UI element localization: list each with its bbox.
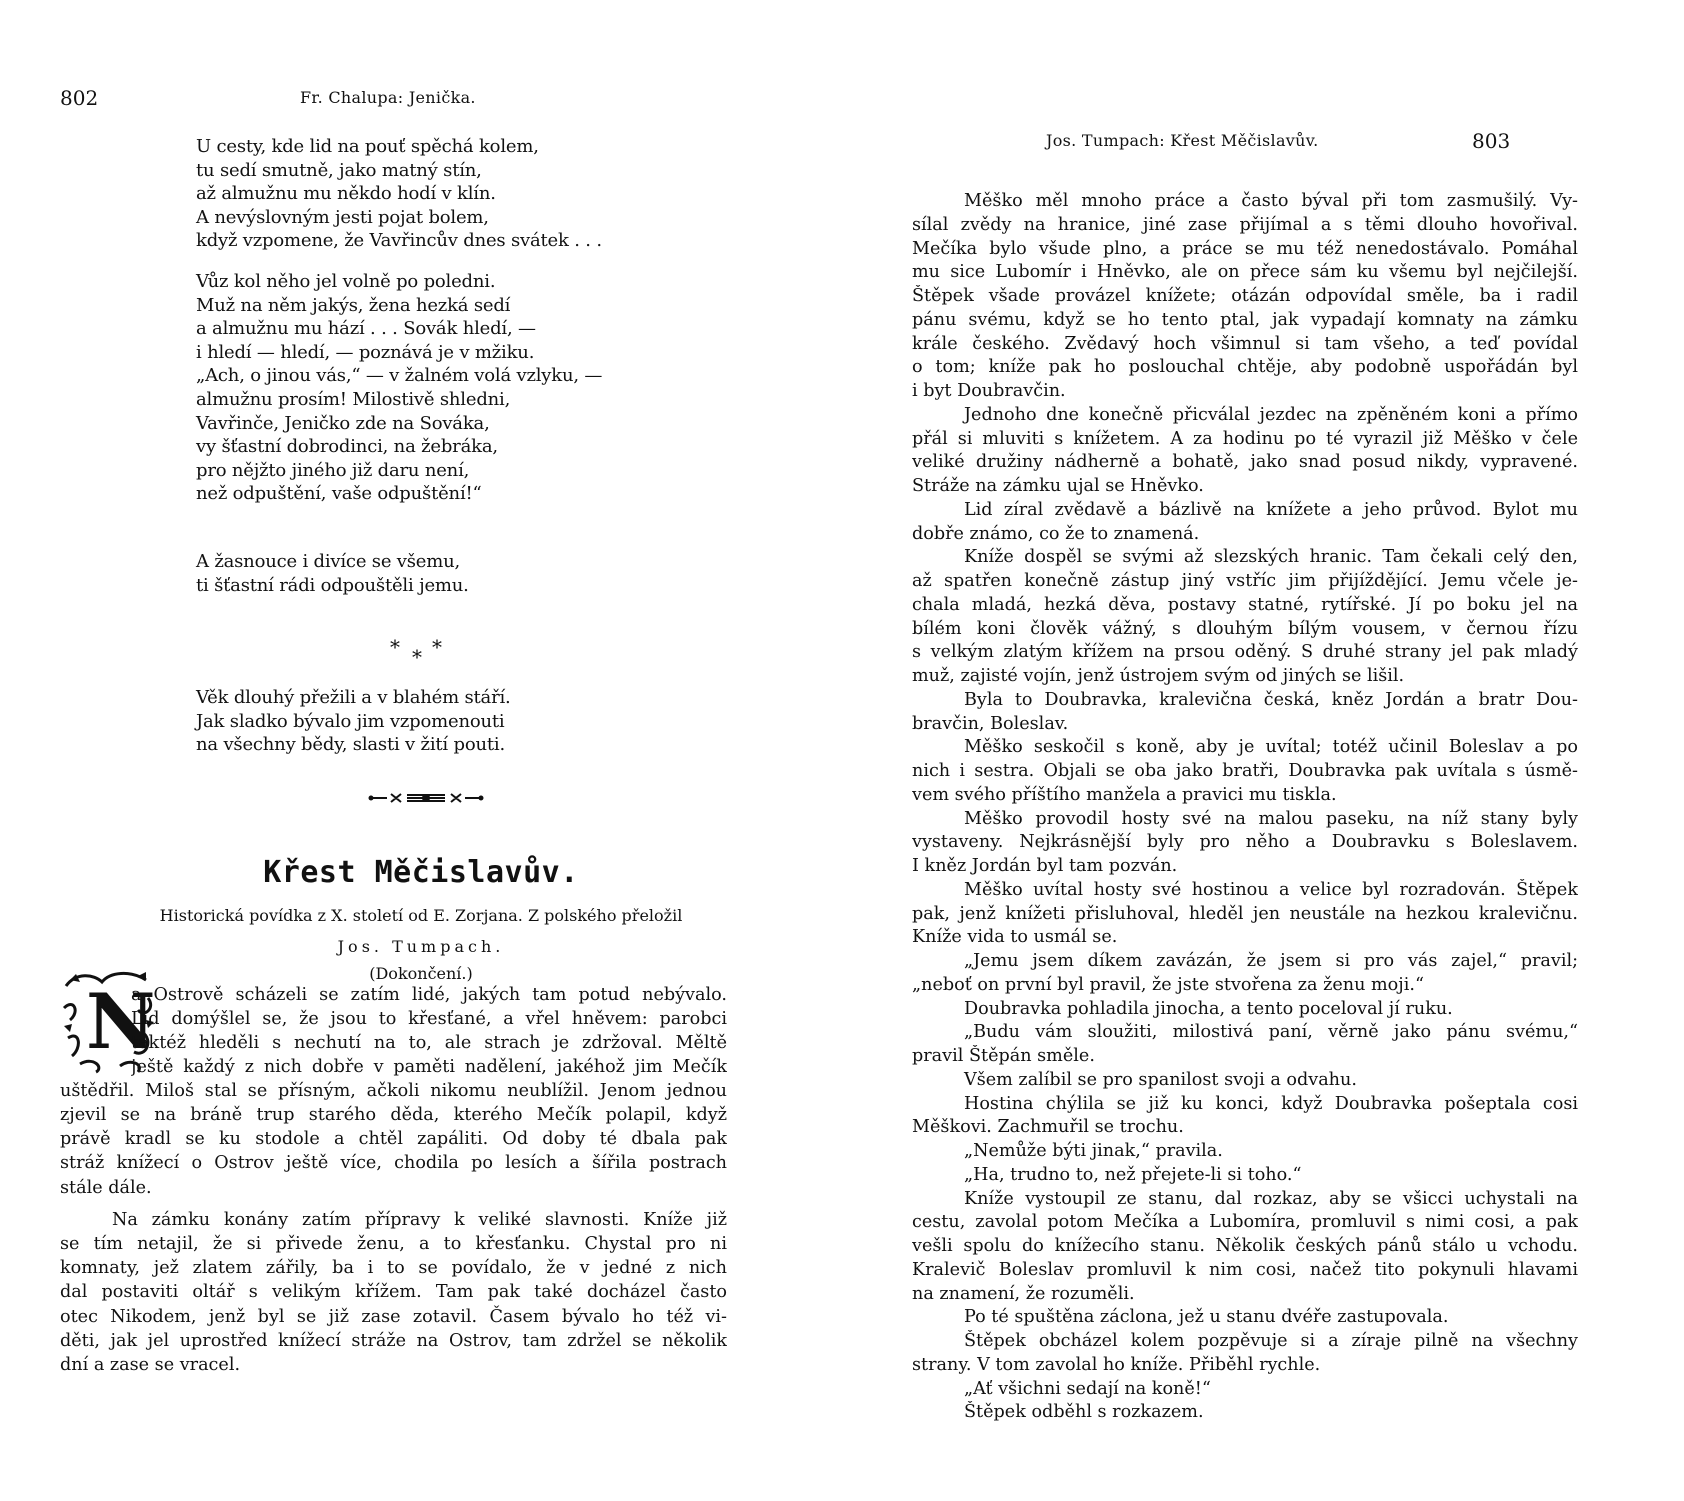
verse-line: Jak sladko bývalo jim vzpomenouti xyxy=(196,710,505,732)
text-line: dobře známo, co že to znamená. xyxy=(912,523,1200,544)
text-line: „Jemu jsem díkem zavázán, že jsem si pro vás zajel,“ pravil; xyxy=(964,951,1578,971)
poem-stanza xyxy=(196,686,511,757)
verse-line: vy šťastní dobrodinci, na žebráka, xyxy=(196,436,498,458)
poem-stanza xyxy=(196,270,602,506)
verse-line: Věk dlouhý přežili a v blahém stáří. xyxy=(196,687,511,708)
text-line: Měško měl mnoho práce a často býval při tom zasmušilý. Vy- xyxy=(964,191,1578,211)
text-line: cestu, zavolal potom Mečíka a Lubomíra, promluvil s nimi cosi, a pak xyxy=(912,1212,1578,1233)
text-line: Měško provodil hosty své na malou paseku, na níž stany byly xyxy=(964,808,1578,829)
text-line: ještě každý z nich dobře v paměti nadělení, jakéhož jim Mečík xyxy=(131,1057,727,1078)
text-line: sílal zvědy na hranice, jiné zase přijímal a s těmi dlouho hovořival. xyxy=(912,214,1578,235)
verse-line: U cesty, kde lid na pouť spěchá kolem, xyxy=(196,136,539,157)
text-line: veliké družiny nádherně a bohatě, jako snad posud nikdy, vypravené. xyxy=(912,452,1578,473)
paragraph xyxy=(912,1401,1578,1425)
text-line: mu sice Lubomír i Hněvko, ale on přece sám ku všemu byl nejčilejší. xyxy=(912,262,1578,283)
text-line: pravil Štěpán směle. xyxy=(912,1046,1095,1066)
right-page xyxy=(842,0,1684,1501)
verse-line: i hledí — hledí, — poznává je v mžiku. xyxy=(196,341,535,363)
drop-cap-letter: N xyxy=(86,977,156,1066)
text-line: Štěpek všade provázel knížete; otázán odpovídal směle, ba i radil xyxy=(912,286,1578,306)
text-line: se tím netajil, že si přivede ženu, a to křesťanku. Chystal pro ni xyxy=(60,1234,727,1255)
verse-line: „Ach, o jinou vás,“ — v žalném volá vzlyku, — xyxy=(196,365,603,387)
text-line: otec Nikodem, jenž byl se již zase zotavil. Časem bývalo ho též vi- xyxy=(60,1306,727,1327)
text-line: Měškovi. Zachmuřil se trochu. xyxy=(912,1117,1184,1138)
separator-star: * xyxy=(432,635,442,659)
paragraph xyxy=(912,404,1578,499)
text-line: Po té spuštěna záclona, jež u stanu dvéře zastupovala. xyxy=(964,1307,1449,1328)
text-line: stráž knížecí o Ostrov ještě více, chodila po lesích a šířila postrach xyxy=(60,1153,727,1174)
section-separator-stars xyxy=(390,635,470,675)
text-line: Měško uvítal hosty své hostinou a velice byl rozradován. Štěpek xyxy=(964,879,1578,900)
paragraph xyxy=(912,1140,1578,1164)
verse-line: než odpuštění, vaše odpuštění!“ xyxy=(196,483,482,505)
running-head: Jos. Tumpach: Křest Měčislavův. xyxy=(1046,131,1319,150)
text-line: Byla to Doubravka, kralevična česká, kněz Jordán a bratr Dou- xyxy=(964,689,1578,710)
text-line: Kníže vystoupil ze stanu, dal rozkaz, aby se všicci uchystali na xyxy=(964,1188,1578,1209)
text-line: komnaty, jež zlatem zářily, ba i to se povídalo, že v jedné z nich xyxy=(60,1258,727,1279)
decorative-divider-icon xyxy=(367,790,485,806)
paragraph xyxy=(912,1330,1578,1378)
paragraph xyxy=(912,1069,1578,1093)
text-line: dní a zase se vracel. xyxy=(60,1354,241,1375)
text-line: Kralevič Boleslav promluvil k nim cosi, načež tito pokynuli hlavami xyxy=(912,1259,1578,1280)
text-line: Jednoho dne konečně přicválal jezdec na zpěněném koni a přímo xyxy=(964,404,1578,425)
text-line: pánu svému, když se ho tento ptal, jak vypadají komnaty na zámku xyxy=(912,309,1578,330)
text-line: s velkým zlatým křížem na prsou oděný. S druhé strany jel pak mladý xyxy=(912,642,1578,663)
paragraph xyxy=(912,1306,1578,1330)
paragraph xyxy=(912,190,1578,404)
text-line: „Budu vám sloužiti, milostivá paní, věrně jako pánu svému,“ xyxy=(964,1022,1578,1043)
paragraph xyxy=(60,1208,727,1377)
text-line: děti, jak jel uprostřed knížecí stráže na Ostrov, tam zdržel se několik xyxy=(60,1330,727,1351)
paragraph xyxy=(912,736,1578,807)
paragraph xyxy=(912,1378,1578,1402)
paragraph xyxy=(912,1021,1578,1069)
separator-star: * xyxy=(390,635,400,659)
text-line: „Ať všichni sedají na koně!“ xyxy=(964,1378,1211,1399)
paragraph xyxy=(912,1188,1578,1307)
text-line: Měško seskočil s koně, aby je uvítal; totéž učinil Boleslav a po xyxy=(964,737,1578,758)
text-line: přál si mluviti s knížetem. A za hodinu po té vyrazil již Měško v čele xyxy=(912,428,1578,449)
text-line: pak, jenž knížeti přisluhoval, hleděl jen neustále na hezkou kralevičnu. xyxy=(912,903,1578,924)
text-line: Stráže na zámku ujal se Hněvko. xyxy=(912,476,1204,496)
article-body xyxy=(912,190,1578,1425)
paragraph xyxy=(912,1164,1578,1188)
text-line: právě kradl se ku stodole a chtěl zapáliti. Od doby té dbala pak xyxy=(60,1129,727,1150)
paragraph xyxy=(912,998,1578,1022)
text-line: vešli spolu do knížecího stanu. Několik českých pánů stálo u vchodu. xyxy=(912,1236,1578,1256)
paragraph-continued xyxy=(60,1079,727,1200)
paragraph xyxy=(912,879,1578,950)
verse-line: pro nějžto jiného již daru není, xyxy=(196,459,470,481)
separator-star: * xyxy=(412,645,422,669)
verse-line: ti šťastní rádi odpouštěli jemu. xyxy=(196,574,469,596)
verse-line: tu sedí smutně, jako matný stín, xyxy=(196,159,482,181)
text-line: muž, zajisté vojín, jenž ústrojem svým od jiných se lišil. xyxy=(912,666,1405,686)
text-line: o tom; kníže pak ho poslouchal chtěje, aby podobně uspořádán byl xyxy=(912,357,1578,378)
verse-line: a almužnu mu hází . . . Sovák hledí, — xyxy=(196,318,536,340)
text-line: bílém koni člověk vážný, s dlouhým bílým vousem, v černou řízu xyxy=(912,618,1578,639)
verse-line: Vavřinče, Jeničko zde na Sováka, xyxy=(196,412,490,434)
text-line: stále dále. xyxy=(60,1177,152,1198)
text-line: Kníže dospěl se svými až slezských hranic. Tam čekali celý den, xyxy=(964,547,1578,568)
verse-line: Muž na něm jakýs, žena hezká sedí xyxy=(196,294,511,316)
text-line: bravčin, Boleslav. xyxy=(912,713,1069,734)
text-line: až spatřen konečně zástup jiný vstříc jim přijíždějící. Jemu včele je- xyxy=(912,571,1578,591)
text-line: a Ostrově scházeli se zatím lidé, jakých tam potud nebývalo. xyxy=(131,985,727,1005)
text-line: „neboť on první byl pravil, že jste stvořena za ženu moji.“ xyxy=(912,974,1424,995)
paragraph xyxy=(912,546,1578,689)
continuation-note: (Dokončení.) xyxy=(369,964,473,983)
verse-line: A žasnouce i divíce se všemu, xyxy=(196,551,461,572)
text-line: Na zámku konány zatím přípravy k veliké slavnosti. Kníže již xyxy=(112,1210,727,1230)
text-line: „Nemůže býti jinak,“ pravila. xyxy=(964,1141,1223,1161)
running-head: Fr. Chalupa: Jenička. xyxy=(300,88,476,107)
paragraph xyxy=(912,499,1578,547)
page-number: 803 xyxy=(1472,129,1511,153)
text-line: Všem zalíbil se pro spanilost svoji a odvahu. xyxy=(964,1069,1357,1090)
text-line: uštědřil. Miloš stal se přísným, ačkoli nikomu neublížil. Jenom jednou xyxy=(60,1081,727,1101)
text-line: Hostina chýlila se již ku konci, když Doubravka pošeptala cosi xyxy=(964,1093,1578,1114)
text-line: na znamení, že rozuměli. xyxy=(912,1283,1135,1304)
text-line: „Ha, trudno to, než přejete-li si toho.“ xyxy=(964,1164,1302,1185)
text-line: taktéž hleděli s nechutí na to, ale strach je zdržoval. Měltě xyxy=(131,1033,727,1054)
page-number: 802 xyxy=(60,86,99,110)
text-line: I kněz Jordán byl tam pozván. xyxy=(912,856,1178,876)
text-line: krále českého. Zvědavý hoch všimnul si tam všeho, a teď povídal xyxy=(912,333,1578,354)
text-line: Štěpek odběhl s rozkazem. xyxy=(964,1402,1204,1423)
text-line: nich i sestra. Objali se oba jako bratři, Doubravka pak uvítala s úsmě- xyxy=(912,761,1578,781)
text-line: Mečíka bylo všude plno, a práce se mu též nenedostávalo. Pomáhal xyxy=(912,238,1578,259)
paragraph xyxy=(131,983,727,1080)
paragraph xyxy=(912,689,1578,737)
poem-stanza xyxy=(196,135,602,253)
text-line: Lid domýšlel se, že jsou to křesťané, a vřel hněvem: parobci xyxy=(131,1009,727,1030)
text-line: i byt Doubravčin. xyxy=(912,381,1066,401)
paragraph xyxy=(912,808,1578,879)
text-line: Lid zíral zvědavě a bázlivě na knížete a jeho průvod. Bylot mu xyxy=(964,499,1578,520)
text-line: vystaveny. Nejkrásnější byly pro něho a Doubravku s Boleslavem. xyxy=(912,832,1578,853)
paragraph xyxy=(912,1093,1578,1141)
text-line: Doubravka pohladila jinocha, a tento poceloval jí ruku. xyxy=(964,998,1453,1019)
verse-line: až almužnu mu někdo hodí v klín. xyxy=(196,183,496,205)
verse-line: na všechny bědy, slasti v žití pouti. xyxy=(196,734,505,756)
text-line: dal postaviti oltář s velikým křížem. Tam pak také docházel často xyxy=(60,1282,727,1303)
text-line: chala mladá, hezká děva, postavy statné, rytířské. Jí po boku jel na xyxy=(912,594,1578,615)
text-line: Kníže vida to usmál se. xyxy=(912,927,1118,948)
story-subtitle: Historická povídka z X. století od E. Zorjana. Z polského přeložil xyxy=(159,906,683,925)
paragraph xyxy=(912,950,1578,998)
text-line: zjevil se na bráně trup starého děda, kterého Mečík polapil, když xyxy=(60,1105,727,1126)
verse-line: když vzpomene, že Vavřincův dnes svátek . . . xyxy=(196,230,602,252)
text-line: Štěpek obcházel kolem pozpěvuje si a zíraje pilně na všechny xyxy=(964,1331,1578,1351)
text-line: strany. V tom zavolal ho kníže. Přiběhl rychle. xyxy=(912,1354,1321,1375)
verse-line: almužnu prosím! Milostivě shledni, xyxy=(196,388,511,410)
poem-stanza xyxy=(196,550,469,597)
story-title: Křest Měčislavův. xyxy=(263,855,579,890)
verse-line: A nevýslovným jesti pojat bolem, xyxy=(196,206,489,228)
text-line: vem svého příštího manžela a pravici mu tiskla. xyxy=(912,784,1337,805)
story-translator: Jos. Tumpach. xyxy=(337,937,505,956)
verse-line: Vůz kol něho jel volně po poledni. xyxy=(196,271,496,292)
